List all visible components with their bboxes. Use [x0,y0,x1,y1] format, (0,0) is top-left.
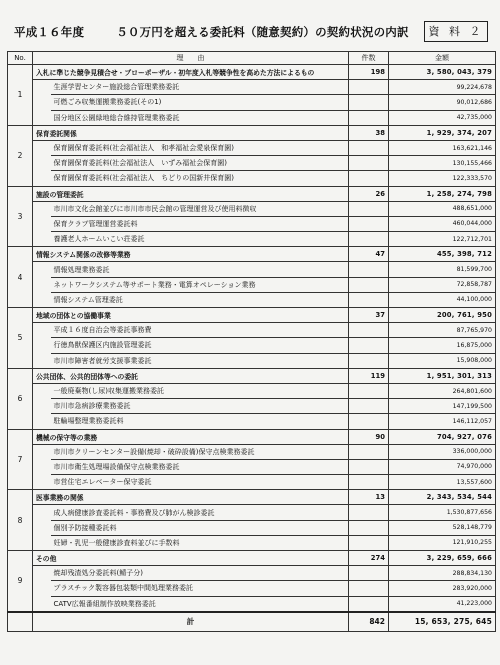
indent-cell [33,95,51,110]
indent-cell [33,581,51,596]
item-name: 保育園保育委託料(社会福祉法人 ちどりの国新井保育園) [51,171,349,186]
item-amount: 264,801,600 [389,383,496,398]
document-title [14,24,409,40]
contract-table [7,51,496,632]
item-amount: 283,920,000 [389,581,496,596]
item-row [8,80,496,95]
category-amount: 200, 761, 950 [389,308,496,323]
item-count [349,444,389,459]
item-row [8,399,496,414]
item-amount: 288,834,130 [389,566,496,581]
item-name: 妊婦・乳児一般健康診査料並びに手数料 [51,535,349,550]
row-number: 4 [8,247,33,308]
category-amount: 1, 951, 301, 313 [389,368,496,383]
item-name: 駐輪場整理業務委託料 [51,414,349,429]
item-row [8,520,496,535]
indent-cell [33,353,51,368]
indent-cell [33,277,51,292]
category-row [8,429,496,444]
col-amount: 金額 [389,52,496,65]
category-amount: 2, 343, 534, 544 [389,490,496,505]
item-amount: 130,155,466 [389,156,496,171]
category-count: 119 [349,368,389,383]
item-amount: 41,223,000 [389,596,496,612]
row-number: 2 [8,125,33,186]
fiscal-year: 平成１６年度 [14,25,85,39]
item-name: 市川市クリーンセンター設備(焼却・破砕設備)保守点検業務委託 [51,444,349,459]
indent-cell [33,399,51,414]
row-number: 7 [8,429,33,490]
category-row [8,125,496,140]
category-row [8,551,496,566]
indent-cell [33,475,51,490]
indent-cell [33,459,51,474]
item-row [8,323,496,338]
item-name: 市営住宅エレベーター保守委託 [51,475,349,490]
indent-cell [33,520,51,535]
item-row [8,216,496,231]
item-row [8,277,496,292]
category-row [8,490,496,505]
indent-cell [33,232,51,247]
indent-cell [33,596,51,612]
item-row [8,110,496,125]
category-label: 地域の団体との協働事業 [33,308,349,323]
total-row [8,612,496,632]
item-count [349,459,389,474]
item-name: 市川市障害者就労支援事業委託 [51,353,349,368]
category-count: 198 [349,65,389,80]
item-count [349,383,389,398]
indent-cell [33,262,51,277]
category-label: 医事業務の関係 [33,490,349,505]
item-row [8,232,496,247]
category-count: 37 [349,308,389,323]
category-amount: 3, 229, 659, 666 [389,551,496,566]
category-row [8,186,496,201]
item-row [8,566,496,581]
item-name: 保育クラブ管理運営委託料 [51,216,349,231]
total-label: 計 [33,612,349,632]
total-count: 842 [349,612,389,632]
item-name: 可燃ごみ収集運搬業務委託(その1) [51,95,349,110]
item-name: 情報システム管理委託 [51,292,349,307]
item-name: 市川市文化会館並びに市川市市民会館の管理運営及び使用料徴収 [51,201,349,216]
item-name: 市川市衛生処理場設備保守点検業務委託 [51,459,349,474]
item-count [349,277,389,292]
indent-cell [33,140,51,155]
row-number: 5 [8,308,33,369]
item-count [349,475,389,490]
category-count: 90 [349,429,389,444]
category-label: その他 [33,551,349,566]
indent-cell [33,323,51,338]
item-count [349,232,389,247]
item-row [8,338,496,353]
item-amount: 13,557,600 [389,475,496,490]
item-name: 成人病健康診査委託料・事務費及び肺がん検診委託 [51,505,349,520]
row-number: 6 [8,368,33,429]
indent-cell [33,505,51,520]
item-name: 保育園保育委託料(社会福祉法人 いずみ福祉会保育園) [51,156,349,171]
indent-cell [33,566,51,581]
category-amount: 1, 258, 274, 798 [389,186,496,201]
category-count: 26 [349,186,389,201]
item-row [8,353,496,368]
item-count [349,95,389,110]
item-amount: 16,875,000 [389,338,496,353]
item-row [8,171,496,186]
item-count [349,535,389,550]
item-count [349,80,389,95]
item-count [349,399,389,414]
item-count [349,520,389,535]
item-count [349,262,389,277]
category-label: 公共団体、公共的団体等への委託 [33,368,349,383]
item-row [8,459,496,474]
indent-cell [33,535,51,550]
item-count [349,353,389,368]
item-name: 焼却残渣処分委託料(鯖子分) [51,566,349,581]
item-name: 養護老人ホームいこい荘委託 [51,232,349,247]
row-number: 3 [8,186,33,247]
category-row [8,308,496,323]
row-number: 8 [8,490,33,551]
item-count [349,292,389,307]
item-name: プラスチック製容器包装類中間処理業務委託 [51,581,349,596]
category-count: 13 [349,490,389,505]
item-count [349,581,389,596]
category-amount: 455, 398, 712 [389,247,496,262]
item-amount: 488,651,000 [389,201,496,216]
item-amount: 42,735,000 [389,110,496,125]
item-row [8,201,496,216]
item-amount: 44,100,000 [389,292,496,307]
category-label: 情報システム関係の改修等業務 [33,247,349,262]
indent-cell [33,414,51,429]
item-count [349,414,389,429]
item-row [8,140,496,155]
row-number: 9 [8,551,33,612]
item-row [8,156,496,171]
col-reason: 理 由 [33,52,349,65]
item-amount: 163,621,146 [389,140,496,155]
category-count: 274 [349,551,389,566]
item-amount: 87,765,970 [389,323,496,338]
indent-cell [33,338,51,353]
item-amount: 90,012,686 [389,95,496,110]
category-count: 47 [349,247,389,262]
title-text: ５０万円を超える委託料（随意契約）の契約状況の内訳 [116,25,409,39]
item-amount: 528,148,779 [389,520,496,535]
item-row [8,581,496,596]
item-count [349,110,389,125]
item-count [349,156,389,171]
item-name: 平成１６度自治会等委託事務費 [51,323,349,338]
category-row [8,368,496,383]
item-amount: 121,910,255 [389,535,496,550]
col-no: No. [8,52,33,65]
category-amount: 3, 580, 043, 379 [389,65,496,80]
item-name: 生涯学習センター施設総合管理業務委託 [51,80,349,95]
item-row [8,535,496,550]
item-name: 保育園保育委託料(社会福祉法人 和孝福祉会愛泉保育園) [51,140,349,155]
item-amount: 1,530,877,656 [389,505,496,520]
item-count [349,338,389,353]
item-count [349,171,389,186]
table-body [8,65,496,632]
indent-cell [33,201,51,216]
item-row [8,383,496,398]
item-count [349,566,389,581]
category-label: 保育委託関係 [33,125,349,140]
item-count [349,596,389,612]
category-row [8,247,496,262]
indent-cell [33,216,51,231]
category-amount: 1, 929, 374, 207 [389,125,496,140]
item-row [8,262,496,277]
item-amount: 15,908,000 [389,353,496,368]
item-row [8,596,496,612]
item-count [349,140,389,155]
indent-cell [33,110,51,125]
indent-cell [33,383,51,398]
category-label: 施設の管理委託 [33,186,349,201]
item-name: 行徳鳥獣保護区内施設管理委託 [51,338,349,353]
row-number: 1 [8,65,33,126]
item-name: 情報処理業務委託 [51,262,349,277]
item-row [8,292,496,307]
item-name: ネットワークシステム等サポート業務・電算オペレーション業務 [51,277,349,292]
total-amount: 15, 653, 275, 645 [389,612,496,632]
item-count [349,201,389,216]
item-name: 市川市急病診療業務委託 [51,399,349,414]
item-name: CATV広報番組制作放映業務委託 [51,596,349,612]
item-row [8,444,496,459]
item-row [8,414,496,429]
item-name: 個別予防接種委託料 [51,520,349,535]
indent-cell [33,444,51,459]
item-amount: 122,333,570 [389,171,496,186]
item-name: 一般廃棄物(し尿)収集運搬業務委託 [51,383,349,398]
category-count: 38 [349,125,389,140]
item-count [349,323,389,338]
item-row [8,505,496,520]
material-badge: 資 料 ２ [424,21,488,42]
table-header-row [8,52,496,65]
indent-cell [33,156,51,171]
category-label: 機械の保守等の業務 [33,429,349,444]
total-no [8,612,33,632]
indent-cell [33,292,51,307]
category-amount: 704, 927, 076 [389,429,496,444]
item-amount: 81,599,700 [389,262,496,277]
item-amount: 122,712,701 [389,232,496,247]
col-count: 件数 [349,52,389,65]
item-amount: 72,858,787 [389,277,496,292]
category-row [8,65,496,80]
item-row [8,475,496,490]
item-amount: 336,000,000 [389,444,496,459]
item-name: 国分地区公園緑地総合維持管理業務委託 [51,110,349,125]
indent-cell [33,80,51,95]
item-amount: 460,044,000 [389,216,496,231]
item-count [349,505,389,520]
category-label: 入札に準じた競争見積合せ・プローポーザル・初年度入札等競争性を高めた方法によるもの [33,65,349,80]
item-count [349,216,389,231]
item-row [8,95,496,110]
indent-cell [33,171,51,186]
item-amount: 147,199,500 [389,399,496,414]
item-amount: 146,112,057 [389,414,496,429]
item-amount: 99,224,678 [389,80,496,95]
item-amount: 74,970,000 [389,459,496,474]
